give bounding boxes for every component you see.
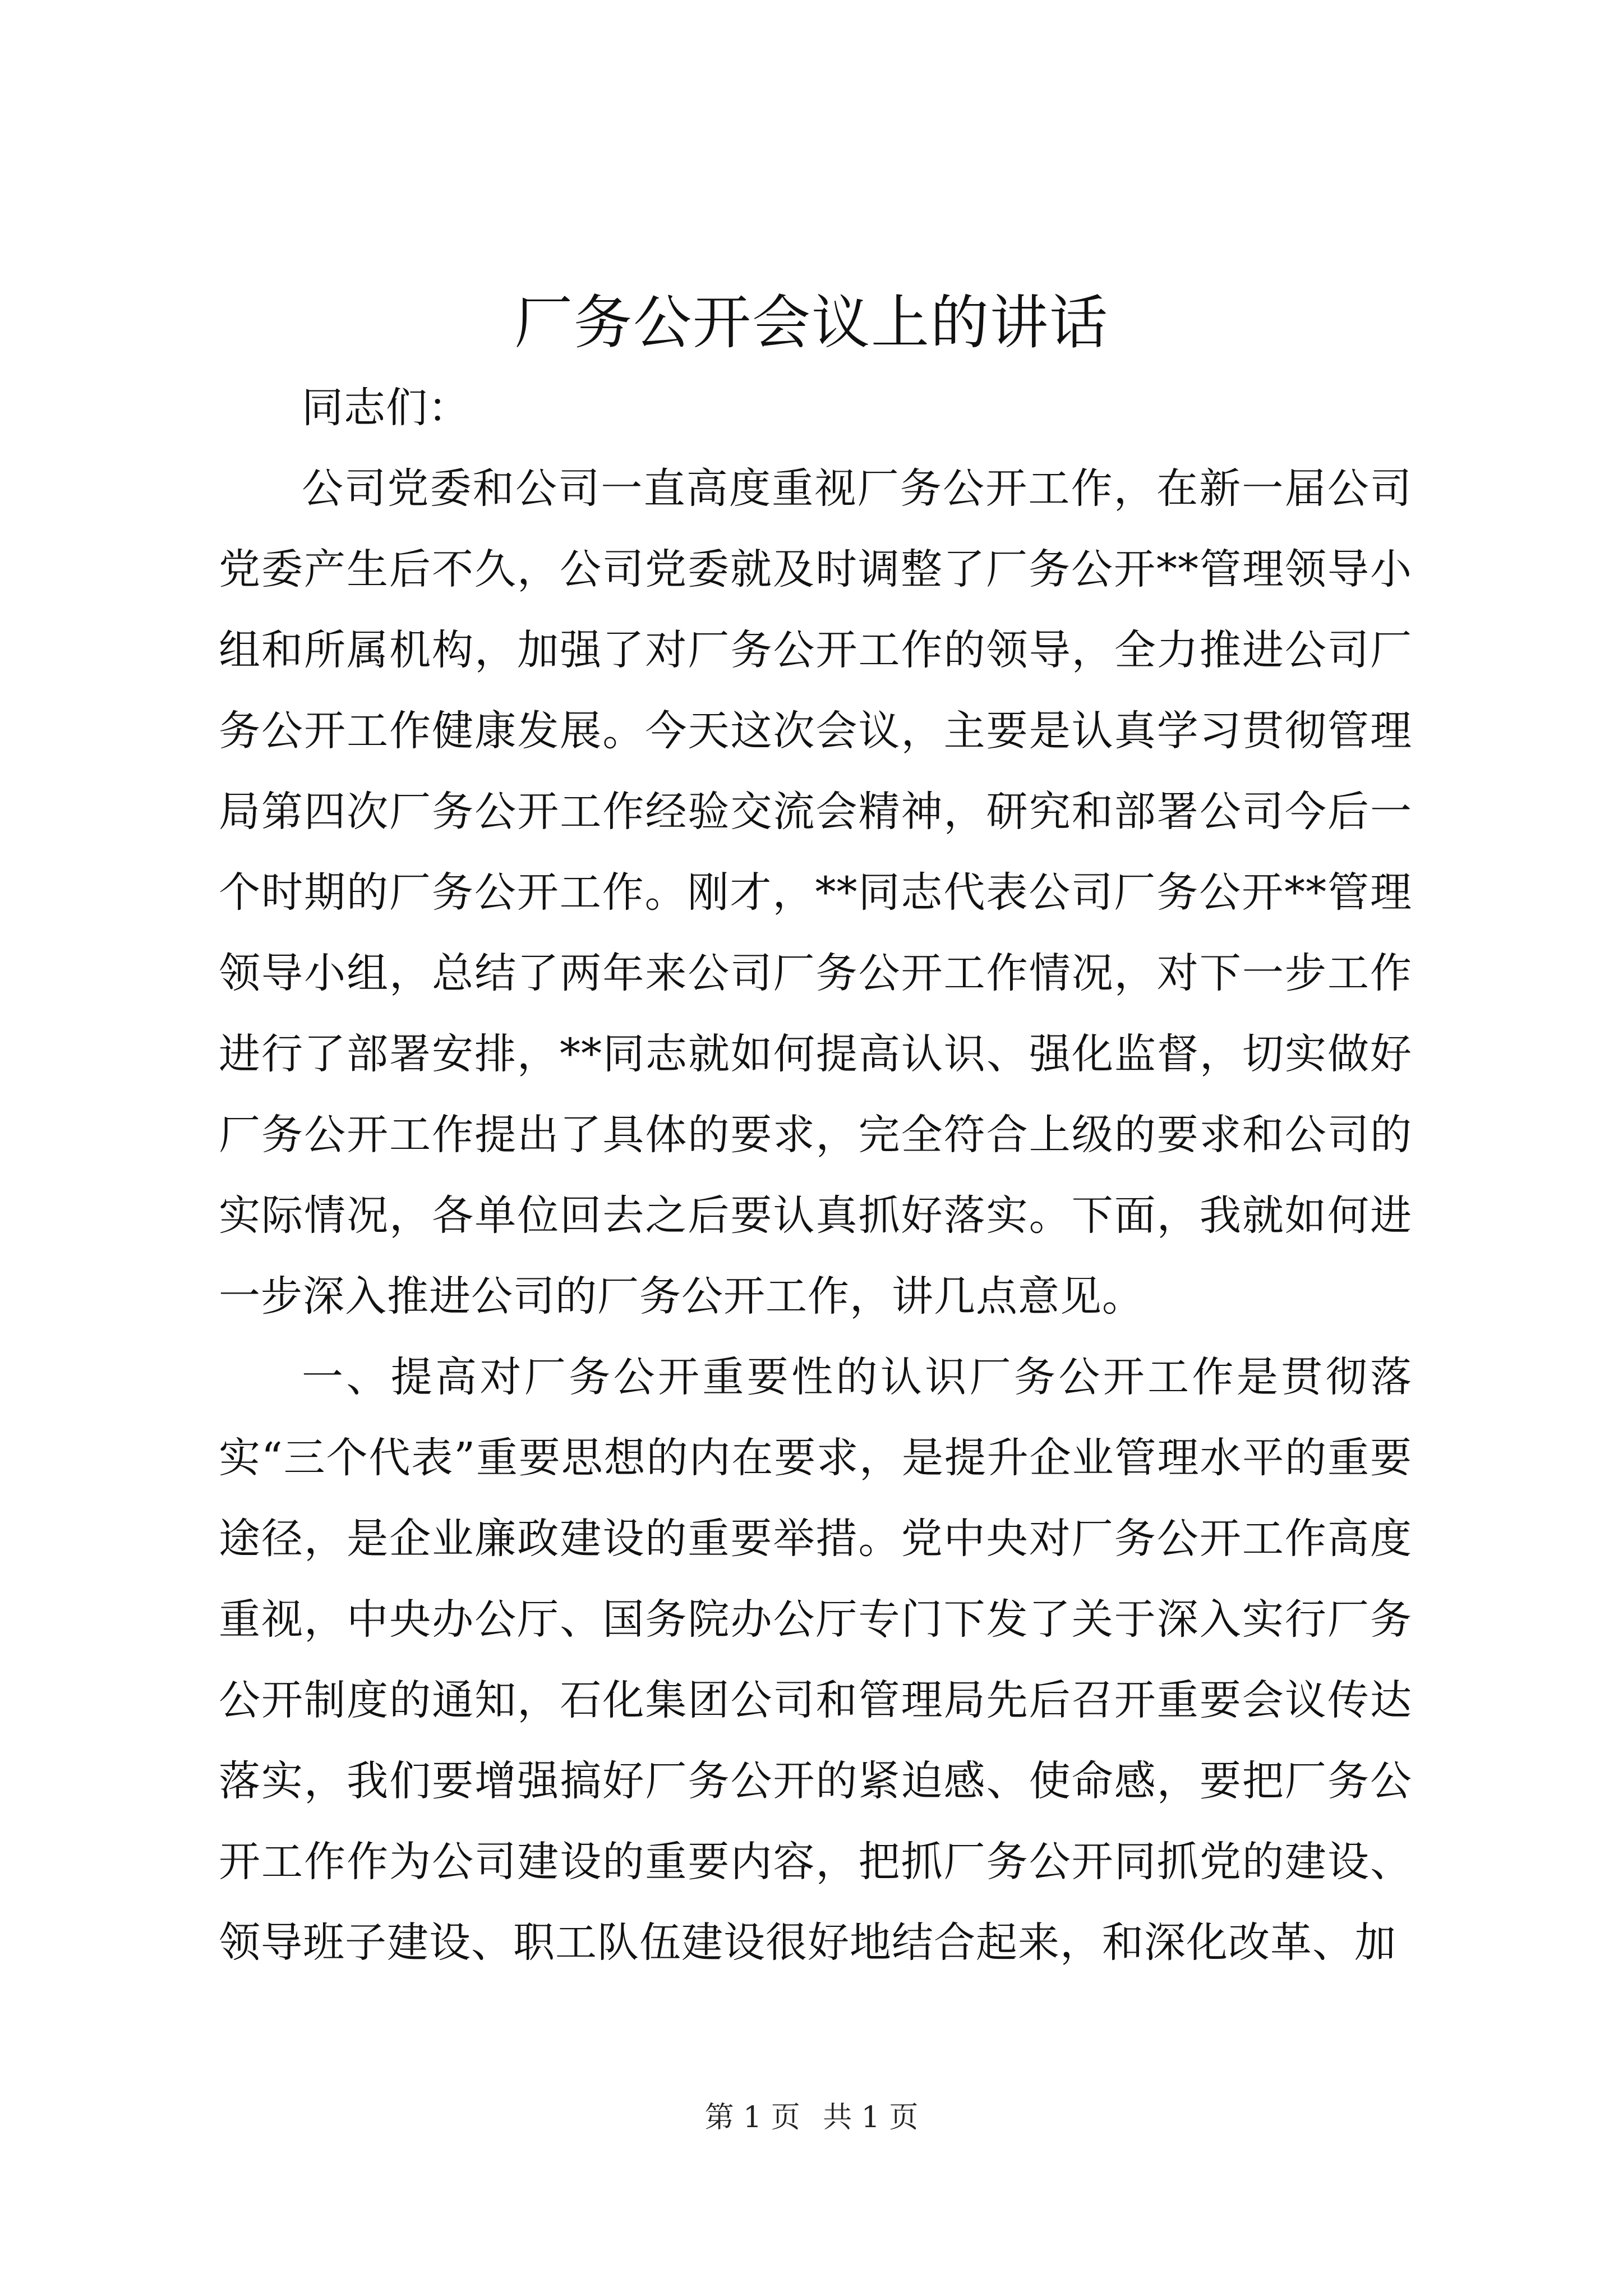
page-total: 共 1 页 [823, 2101, 919, 2134]
page-title: 厂务公开会议上的讲话 [514, 288, 1109, 357]
page-footer [0, 2098, 1623, 2137]
paragraph: 公司党委和公司一直高度重视厂务公开工作，在新一届公司党委产生后不久，公司党委就及时调整了厂务公开**管理领导小组和所属机构，加强了对厂务公开工作的领导，全力推进公司厂务公开工作健康发展。今天这次会议，主要是认真学习贯彻管理局第四次厂务公开工作经验交流会精神，研究和部署公司今后一个时期的厂务公开工作。刚才，**同志代表公司厂务公开**管理领导小组，总结了两年来公司厂务公开工作情况，对下一步工作进行了部署安排，**同志就如何提高认识、强化监督，切实做好厂务公开工作提出了具体的要求，完全符合上级的要求和公司的实际情况，各单位回去之后要认真抓好落实。下面，我就如何进一步深入推进公司的厂务公开工作，讲几点意见。 [219, 464, 1412, 1320]
salutation: 同志们： [302, 384, 470, 432]
document-body [219, 367, 1412, 1983]
paragraph: 一、提高对厂务公开重要性的认识厂务公开工作是贯彻落实“三个代表”重要思想的内在要求，是提升企业管理水平的重要途径，是企业廉政建设的重要举措。党中央对厂务公开工作高度重视，中央办公厅、国务院办公厅专门下发了关于深入实行厂务公开制度的通知，石化集团公司和管理局先后召开重要会议传达落实，我们要增强搞好厂务公开的紧迫感、使命感，要把厂务公开工作作为公司建设的重要内容，把抓厂务公开同抓党的建设、领导班子建设、职工队伍建设很好地结合起来，和深化改革、加 [219, 1353, 1412, 1967]
page-number: 第 1 页 [704, 2101, 800, 2134]
